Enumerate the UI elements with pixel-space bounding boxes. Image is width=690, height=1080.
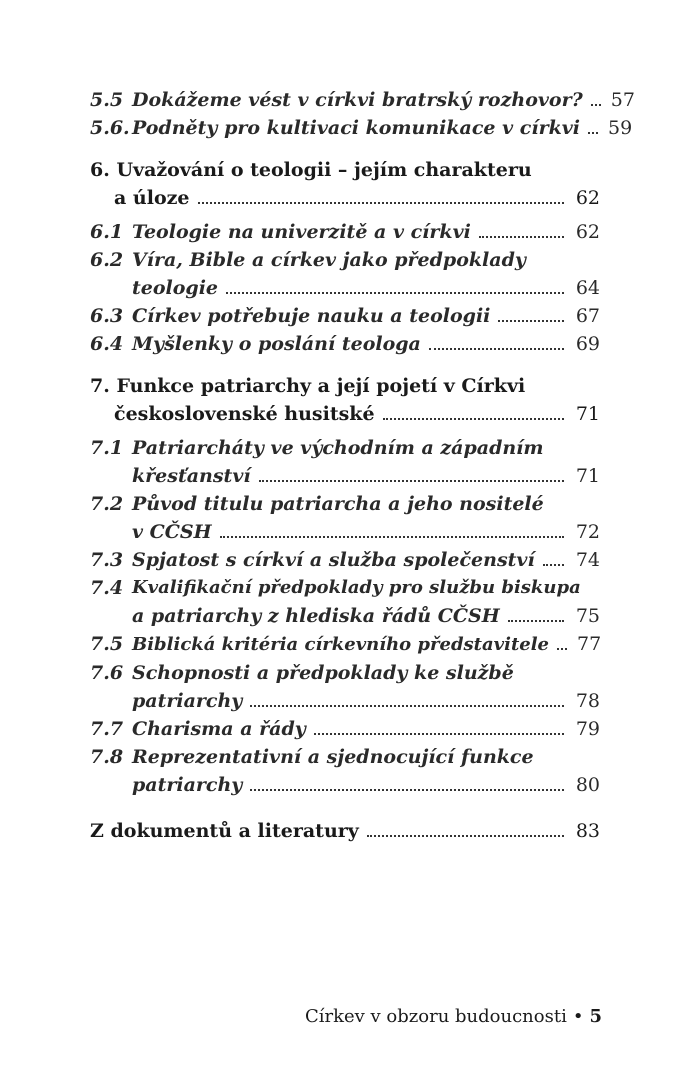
toc-chapter-number: 6. bbox=[90, 159, 110, 181]
dot-leader bbox=[591, 104, 601, 106]
toc-entry-number: 7.1 bbox=[90, 437, 124, 459]
toc-entry-title: Původ titulu patriarcha a jeho nositelé bbox=[132, 493, 544, 515]
toc-chapter-number: 7. bbox=[90, 375, 110, 397]
toc-entry-page: 78 bbox=[575, 690, 600, 712]
toc-entry-title: Spjatost s církví a služba společenství bbox=[132, 549, 535, 571]
toc-entry-page: 83 bbox=[575, 820, 600, 842]
toc-entry[interactable] bbox=[90, 630, 600, 659]
toc-entry-page: 79 bbox=[575, 718, 600, 740]
toc-chapter[interactable] bbox=[90, 156, 600, 212]
toc-entry-title: Kvalifikační předpoklady pro službu biskupa bbox=[132, 577, 581, 598]
toc-entry-title-continued: a patriarchy z hlediska řádů CČSH bbox=[132, 605, 500, 627]
dot-leader bbox=[198, 202, 564, 204]
dot-leader bbox=[543, 564, 564, 566]
table-of-contents bbox=[90, 86, 635, 845]
toc-entry-title: Biblická kritéria církevního představitele bbox=[132, 634, 550, 655]
toc-entry-title-continued: křesťanství bbox=[132, 465, 251, 487]
toc-entry-number: 7.7 bbox=[90, 718, 124, 740]
footer-bullet: • bbox=[572, 1006, 584, 1027]
toc-chapter-title-continued: československé husitské bbox=[114, 403, 375, 425]
toc-entry-number: 7.5 bbox=[90, 633, 124, 655]
toc-entry-page: 75 bbox=[575, 605, 600, 627]
toc-chapter-title: Z dokumentů a literatury bbox=[90, 820, 359, 842]
toc-entry-page: 71 bbox=[575, 465, 600, 487]
toc-entry-page: 72 bbox=[575, 521, 600, 543]
toc-entry-title: Víra, Bible a církev jako předpoklady bbox=[132, 249, 526, 271]
toc-entry-title: Dokážeme vést v církvi bratrský rozhovor? bbox=[132, 89, 583, 111]
toc-entry-title: Církev potřebuje nauku a teologii bbox=[132, 305, 491, 327]
toc-entry[interactable] bbox=[90, 574, 600, 630]
toc-entry-number: 5.6. bbox=[90, 117, 130, 139]
toc-entry-title: Charisma a řády bbox=[132, 718, 306, 740]
toc-entry[interactable] bbox=[90, 218, 600, 246]
dot-leader bbox=[557, 648, 567, 650]
dot-leader bbox=[314, 733, 564, 735]
toc-chapter[interactable] bbox=[90, 372, 600, 428]
toc-entry-page: 62 bbox=[575, 221, 600, 243]
toc-entry-title: Podněty pro kultivaci komunikace v církvi bbox=[132, 117, 581, 139]
toc-entry-page: 62 bbox=[575, 187, 600, 209]
toc-entry[interactable] bbox=[90, 659, 600, 715]
toc-entry-number: 7.2 bbox=[90, 493, 124, 515]
toc-entry-number: 6.4 bbox=[90, 333, 124, 355]
toc-entry-number: 7.8 bbox=[90, 746, 124, 768]
footer-page-number: 5 bbox=[589, 1006, 602, 1027]
toc-chapter-title: Funkce patriarchy a její pojetí v Církvi bbox=[116, 375, 526, 397]
toc-entry-title-continued: patriarchy bbox=[132, 774, 243, 796]
dot-leader bbox=[226, 292, 564, 294]
toc-chapter[interactable] bbox=[90, 817, 600, 845]
dot-leader bbox=[383, 418, 564, 420]
toc-entry-page: 80 bbox=[575, 774, 600, 796]
toc-entry-title-continued: patriarchy bbox=[132, 690, 243, 712]
toc-entry-page: 74 bbox=[575, 549, 600, 571]
dot-leader bbox=[508, 620, 564, 622]
toc-entry-title-continued: teologie bbox=[132, 277, 219, 299]
toc-entry-number: 6.1 bbox=[90, 221, 124, 243]
toc-entry[interactable] bbox=[90, 86, 635, 114]
footer-book-title: Církev v obzoru budoucnosti bbox=[304, 1006, 567, 1027]
toc-entry-title: Schopnosti a předpoklady ke službě bbox=[132, 662, 514, 684]
toc-entry-title-continued: v CČSH bbox=[132, 521, 212, 543]
toc-entry-number: 5.5 bbox=[90, 89, 124, 111]
toc-entry-number: 7.6 bbox=[90, 662, 124, 684]
dot-leader bbox=[429, 348, 564, 350]
toc-entry-title: Teologie na univerzitě a v církvi bbox=[132, 221, 471, 243]
dot-leader bbox=[250, 705, 564, 707]
toc-entry-page: 57 bbox=[610, 89, 635, 111]
toc-entry-page: 64 bbox=[575, 277, 600, 299]
toc-entry[interactable] bbox=[90, 546, 600, 574]
toc-entry[interactable] bbox=[90, 246, 600, 302]
dot-leader bbox=[367, 835, 564, 837]
toc-entry[interactable] bbox=[90, 434, 600, 490]
toc-entry-number: 7.3 bbox=[90, 549, 124, 571]
dot-leader bbox=[259, 480, 564, 482]
toc-entry-page: 59 bbox=[608, 117, 633, 139]
toc-entry-page: 71 bbox=[575, 403, 600, 425]
toc-entry-number: 7.4 bbox=[90, 577, 124, 599]
toc-chapter-title-continued: a úloze bbox=[114, 187, 190, 209]
toc-entry[interactable] bbox=[90, 302, 600, 330]
toc-entry-title: Patriarcháty ve východním a západním bbox=[132, 437, 544, 459]
toc-entry[interactable] bbox=[90, 490, 600, 546]
toc-entry[interactable] bbox=[90, 715, 600, 743]
toc-entry-title: Myšlenky o poslání teologa bbox=[132, 333, 421, 355]
toc-chapter-title: Uvažování o teologii – jejím charakteru bbox=[116, 159, 532, 181]
dot-leader bbox=[479, 236, 564, 238]
dot-leader bbox=[588, 132, 598, 134]
dot-leader bbox=[250, 789, 564, 791]
toc-entry[interactable] bbox=[90, 743, 600, 799]
page-footer bbox=[305, 1006, 602, 1027]
dot-leader bbox=[220, 536, 564, 538]
toc-entry-title: Reprezentativní a sjednocující funkce bbox=[132, 746, 534, 768]
toc-entry-page: 69 bbox=[575, 333, 600, 355]
toc-entry-number: 6.2 bbox=[90, 249, 124, 271]
toc-entry-page: 67 bbox=[575, 305, 600, 327]
toc-entry-number: 6.3 bbox=[90, 305, 124, 327]
toc-entry[interactable] bbox=[90, 114, 633, 142]
toc-entry-page: 77 bbox=[577, 633, 602, 655]
dot-leader bbox=[498, 320, 564, 322]
toc-entry[interactable] bbox=[90, 330, 600, 358]
